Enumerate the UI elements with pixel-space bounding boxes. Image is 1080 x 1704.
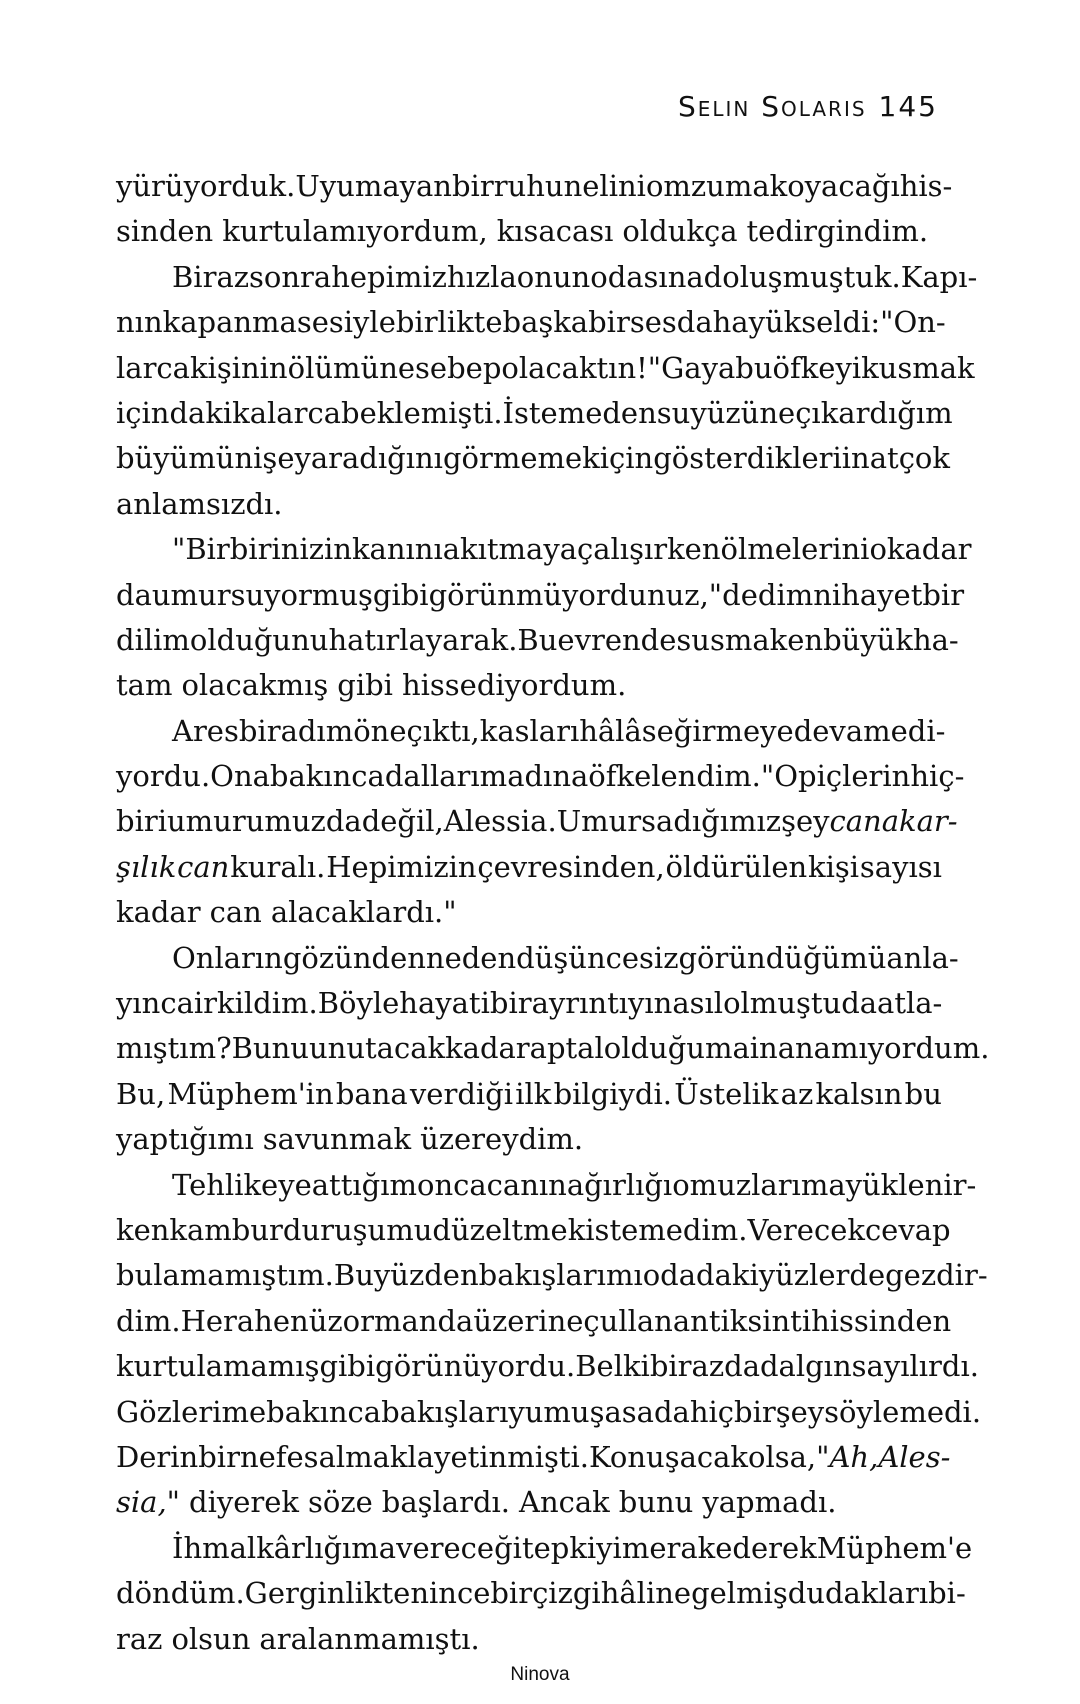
publisher-footer: Ninova: [510, 1664, 570, 1685]
text-line: Tehlikeye attığım onca canın ağırlığı omuzlarıma yüklenir-: [172, 1167, 977, 1202]
text-line: Derin bir nefes almakla yetinmişti. Konuşacak olsa, "Ah, Ales-: [116, 1439, 951, 1474]
text-line: anlamsızdı.: [116, 486, 283, 521]
text-line: sia," diyerek söze başlardı. Ancak bunu yapmadı.: [116, 1485, 837, 1520]
text-line: yordu. Ona bakınca dallarım adına öfkelendim. "O piçlerin hiç-: [116, 759, 965, 794]
running-title: Selin Solaris: [677, 90, 867, 123]
text-line: dim. Hera henüz ormanda üzerine çullanan tiksinti hissinden: [116, 1303, 952, 1338]
text-line: Ares bir adım öne çıktı, kasları hâlâ seğirmeye devam edi-: [172, 713, 946, 748]
body-text: [116, 164, 990, 1662]
text-line: yürüyorduk. Uyumayan bir ruhun elini omzuma koyacağı his-: [116, 169, 953, 203]
text-line: raz olsun aralanmamıştı.: [116, 1621, 480, 1656]
text-line: mıştım? Bunu unutacak kadar aptal olduğuma inanamıyordum.: [116, 1031, 990, 1066]
text-line: için dakikalarca beklemişti. İstemeden su yüzüne çıkardığım: [116, 395, 953, 430]
text-line: yınca irkildim. Böyle hayati bir ayrıntıyı nasıl olmuştu da atla-: [116, 986, 943, 1021]
text-line: Bu, Müphem'in bana verdiği ilk bilgiydi. Üstelik az kalsın bu: [116, 1076, 942, 1111]
text-line: şılık can kuralı. Hepimizin çevresinden, öldürülen kişi sayısı: [116, 849, 942, 884]
text-line: yaptığımı savunmak üzereydim.: [116, 1122, 584, 1157]
page-number: 145: [878, 90, 938, 123]
text-line: Onların gözünden neden düşüncesiz göründüğümü anla-: [172, 940, 959, 975]
text-line: İhmalkârlığıma vereceği tepkiyi merak ederek Müphem'e: [172, 1530, 973, 1565]
text-line: nın kapanma sesiyle birlikte başka bir ses daha yükseldi: "On-: [116, 305, 946, 340]
text-line: da umursuyormuş gibi görünmüyordunuz," dedim nihayet bir: [116, 577, 965, 612]
text-line: bulamamıştım. Bu yüzden bakışlarımı odadaki yüzlerde gezdir-: [116, 1258, 988, 1293]
text-line: döndüm. Gerginlikten ince bir çizgi hâline gelmiş dudakları bi-: [116, 1576, 966, 1611]
text-line: kurtulamamış gibi görünüyordu. Belki biraz da dalgın sayılırdı.: [116, 1349, 979, 1384]
text-line: Biraz sonra hepimiz hızla onun odasına doluşmuştuk. Kapı-: [172, 259, 978, 294]
text-line: biri umurumuzda değil, Alessia. Umursadığımız şey cana kar-: [116, 804, 958, 839]
text-line: dilim olduğunu hatırlayarak. Bu evrende susmak en büyük ha-: [116, 622, 959, 657]
text-line: ken kambur duruşumu düzeltmek istemedim. Verecek cevap: [116, 1212, 951, 1247]
text-line: "Birbirinizin kanını akıtmaya çalışırken ölmelerini o kadar: [172, 532, 972, 567]
text-line: tam olacakmış gibi hissediyordum.: [116, 668, 627, 703]
running-header: [678, 90, 938, 123]
text-line: büyümün işe yaradığını görmemek için gösterdikleri inat çok: [116, 441, 950, 476]
text-line: sinden kurtulamıyordum, kısacası oldukça tedirgindim.: [116, 214, 929, 249]
text-line: larca kişinin ölümüne sebep olacaktın!" Gaya bu öfkeyi kusmak: [116, 350, 975, 385]
text-line: kadar can alacaklardı.": [116, 895, 457, 930]
text-line: Gözlerime bakınca bakışları yumuşasa da hiçbir şey söylemedi.: [116, 1394, 982, 1429]
